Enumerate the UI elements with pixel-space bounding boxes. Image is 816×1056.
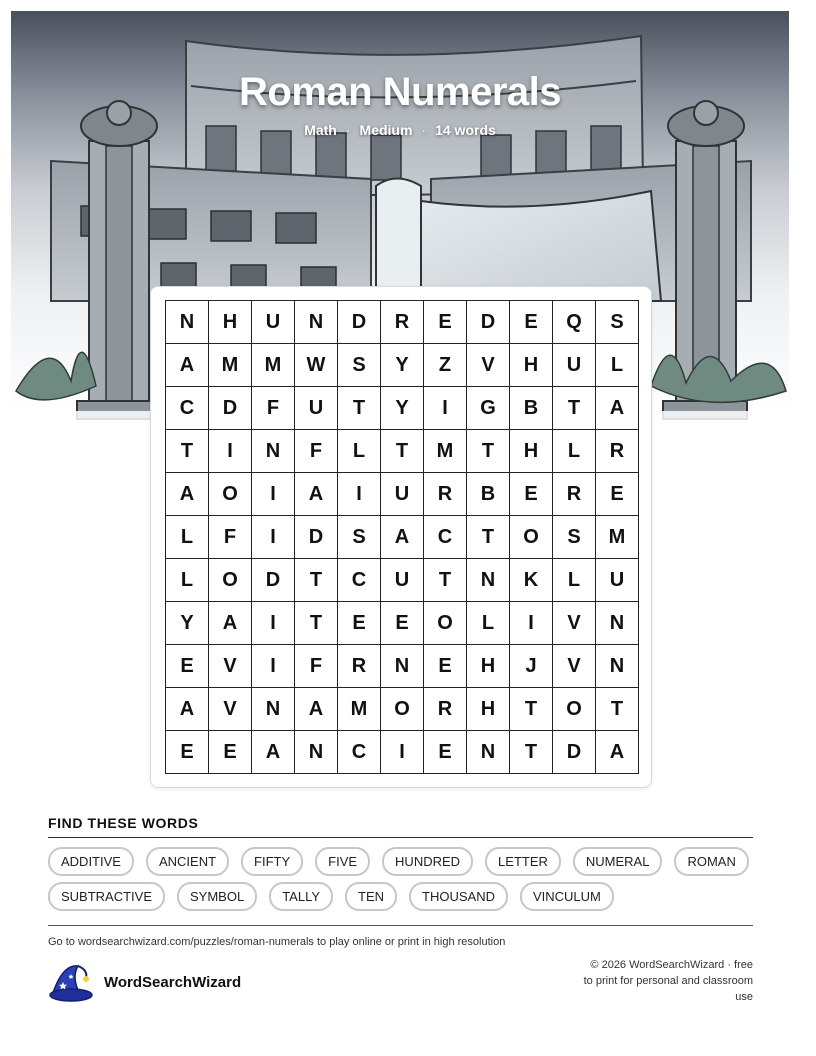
grid-cell[interactable]: C bbox=[338, 559, 381, 602]
grid-cell[interactable]: H bbox=[467, 688, 510, 731]
grid-cell[interactable]: A bbox=[209, 602, 252, 645]
grid-cell[interactable]: I bbox=[424, 387, 467, 430]
grid-cell[interactable]: I bbox=[252, 516, 295, 559]
word-count-label: 14 words bbox=[435, 122, 496, 138]
brand bbox=[48, 962, 241, 1002]
grid-cell[interactable]: I bbox=[381, 731, 424, 774]
word-list-row bbox=[48, 882, 768, 911]
grid-cell[interactable]: V bbox=[553, 645, 596, 688]
grid-cell[interactable]: S bbox=[338, 344, 381, 387]
grid-cell[interactable]: R bbox=[338, 645, 381, 688]
grid-cell[interactable]: N bbox=[166, 301, 209, 344]
grid-cell[interactable]: A bbox=[381, 516, 424, 559]
grid-cell[interactable]: T bbox=[295, 602, 338, 645]
word-chip[interactable]: FIVE bbox=[315, 847, 370, 876]
grid-cell[interactable]: M bbox=[424, 430, 467, 473]
grid-cell[interactable]: N bbox=[596, 645, 639, 688]
grid-cell[interactable]: C bbox=[166, 387, 209, 430]
grid-cell[interactable]: E bbox=[510, 473, 553, 516]
word-chip[interactable]: THOUSAND bbox=[409, 882, 508, 911]
grid-cell[interactable]: Y bbox=[166, 602, 209, 645]
grid-cell[interactable]: N bbox=[295, 731, 338, 774]
grid-cell[interactable]: D bbox=[467, 301, 510, 344]
grid-cell[interactable]: L bbox=[467, 602, 510, 645]
grid-cell[interactable]: B bbox=[510, 387, 553, 430]
grid-cell[interactable]: J bbox=[510, 645, 553, 688]
word-chip[interactable]: LETTER bbox=[485, 847, 561, 876]
grid-cell[interactable]: Y bbox=[381, 387, 424, 430]
meta-separator: · bbox=[421, 122, 427, 138]
word-chip[interactable]: ANCIENT bbox=[146, 847, 229, 876]
grid-cell[interactable]: W bbox=[295, 344, 338, 387]
grid-cell[interactable]: N bbox=[252, 430, 295, 473]
grid-cell[interactable]: N bbox=[467, 731, 510, 774]
grid-cell[interactable]: E bbox=[424, 731, 467, 774]
grid-cell[interactable]: E bbox=[424, 301, 467, 344]
grid-cell[interactable]: C bbox=[338, 731, 381, 774]
grid-cell[interactable]: N bbox=[596, 602, 639, 645]
grid-cell[interactable]: B bbox=[467, 473, 510, 516]
copyright-text: © 2026 WordSearchWizard · free to print for personal and classroom use bbox=[583, 959, 753, 1003]
letter-grid bbox=[165, 300, 639, 774]
puzzle-meta bbox=[0, 122, 800, 138]
grid-cell[interactable]: N bbox=[381, 645, 424, 688]
grid-cell[interactable]: T bbox=[510, 731, 553, 774]
puzzle-title: Roman Numerals bbox=[239, 70, 561, 114]
grid-cell[interactable]: O bbox=[424, 602, 467, 645]
grid-cell[interactable]: E bbox=[424, 645, 467, 688]
grid-cell[interactable]: R bbox=[424, 473, 467, 516]
grid-cell[interactable]: T bbox=[295, 559, 338, 602]
grid-cell[interactable]: T bbox=[166, 430, 209, 473]
meta-separator: · bbox=[345, 122, 351, 138]
grid-cell[interactable]: R bbox=[553, 473, 596, 516]
divider bbox=[48, 837, 753, 838]
grid-cell[interactable]: N bbox=[252, 688, 295, 731]
grid-cell[interactable]: T bbox=[510, 688, 553, 731]
footer-url-text: Go to wordsearchwizard.com/puzzles/roman-numerals to play online or print in high resolution bbox=[48, 936, 506, 948]
word-list-heading: FIND THESE WORDS bbox=[48, 815, 199, 831]
grid-cell[interactable]: A bbox=[166, 688, 209, 731]
word-list bbox=[48, 847, 768, 917]
grid-cell[interactable]: G bbox=[467, 387, 510, 430]
grid-cell[interactable]: U bbox=[596, 559, 639, 602]
grid-cell[interactable]: I bbox=[252, 602, 295, 645]
grid-cell[interactable]: T bbox=[467, 516, 510, 559]
grid-cell[interactable]: O bbox=[209, 473, 252, 516]
grid-cell[interactable]: F bbox=[252, 387, 295, 430]
word-chip[interactable]: ADDITIVE bbox=[48, 847, 134, 876]
grid-cell[interactable]: A bbox=[166, 344, 209, 387]
grid-cell[interactable]: V bbox=[553, 602, 596, 645]
grid-cell[interactable]: E bbox=[338, 602, 381, 645]
word-chip[interactable]: ROMAN bbox=[674, 847, 748, 876]
word-chip[interactable]: SYMBOL bbox=[177, 882, 257, 911]
grid-cell[interactable]: L bbox=[553, 430, 596, 473]
word-chip[interactable]: HUNDRED bbox=[382, 847, 473, 876]
grid-cell[interactable]: E bbox=[166, 731, 209, 774]
grid-cell[interactable]: U bbox=[381, 559, 424, 602]
grid-cell[interactable]: K bbox=[510, 559, 553, 602]
grid-cell[interactable]: R bbox=[596, 430, 639, 473]
grid-cell[interactable]: U bbox=[252, 301, 295, 344]
wizard-hat-icon bbox=[48, 962, 94, 1002]
grid-cell[interactable]: E bbox=[596, 473, 639, 516]
grid-cell[interactable]: A bbox=[596, 731, 639, 774]
grid-cell[interactable]: A bbox=[596, 387, 639, 430]
grid-cell[interactable]: V bbox=[209, 688, 252, 731]
grid-cell[interactable]: V bbox=[467, 344, 510, 387]
grid-cell[interactable]: A bbox=[252, 731, 295, 774]
grid-cell[interactable]: N bbox=[467, 559, 510, 602]
word-chip[interactable]: TEN bbox=[345, 882, 397, 911]
grid-cell[interactable]: H bbox=[510, 430, 553, 473]
grid-cell[interactable]: U bbox=[553, 344, 596, 387]
word-chip[interactable]: TALLY bbox=[269, 882, 333, 911]
grid-cell[interactable]: M bbox=[252, 344, 295, 387]
grid-cell[interactable]: N bbox=[295, 301, 338, 344]
grid-cell[interactable]: O bbox=[381, 688, 424, 731]
brand-name: WordSearchWizard bbox=[104, 973, 242, 991]
grid-cell[interactable]: D bbox=[553, 731, 596, 774]
grid-cell[interactable]: T bbox=[467, 430, 510, 473]
grid-cell[interactable]: L bbox=[553, 559, 596, 602]
grid-cell[interactable]: T bbox=[424, 559, 467, 602]
grid-cell[interactable]: C bbox=[424, 516, 467, 559]
grid-cell[interactable]: U bbox=[295, 387, 338, 430]
grid-cell[interactable]: Q bbox=[553, 301, 596, 344]
grid-cell[interactable]: E bbox=[381, 602, 424, 645]
grid-cell[interactable]: T bbox=[338, 387, 381, 430]
grid-cell[interactable]: S bbox=[596, 301, 639, 344]
grid-cell[interactable]: O bbox=[553, 688, 596, 731]
grid-cell[interactable]: E bbox=[510, 301, 553, 344]
grid-cell[interactable]: I bbox=[252, 645, 295, 688]
grid-cell[interactable]: I bbox=[510, 602, 553, 645]
grid-cell[interactable]: M bbox=[338, 688, 381, 731]
category-label: Math bbox=[304, 122, 337, 138]
grid-cell[interactable]: R bbox=[381, 301, 424, 344]
grid-cell[interactable]: I bbox=[338, 473, 381, 516]
grid-cell[interactable]: S bbox=[338, 516, 381, 559]
grid-cell[interactable]: M bbox=[596, 516, 639, 559]
word-list-row bbox=[48, 847, 768, 876]
grid-cell[interactable]: H bbox=[510, 344, 553, 387]
grid-cell[interactable]: A bbox=[166, 473, 209, 516]
grid-cell[interactable]: T bbox=[381, 430, 424, 473]
grid-cell[interactable]: D bbox=[209, 387, 252, 430]
divider bbox=[48, 925, 753, 926]
grid-cell[interactable]: F bbox=[295, 645, 338, 688]
grid-cell[interactable]: Z bbox=[424, 344, 467, 387]
grid-cell[interactable]: T bbox=[553, 387, 596, 430]
grid-cell[interactable]: T bbox=[596, 688, 639, 731]
grid-cell[interactable]: I bbox=[252, 473, 295, 516]
grid-cell[interactable]: E bbox=[166, 645, 209, 688]
grid-cell[interactable]: S bbox=[553, 516, 596, 559]
grid-cell[interactable]: H bbox=[467, 645, 510, 688]
grid-cell[interactable]: L bbox=[166, 559, 209, 602]
word-chip[interactable]: VINCULUM bbox=[520, 882, 614, 911]
word-chip[interactable]: SUBTRACTIVE bbox=[48, 882, 165, 911]
grid-cell[interactable]: L bbox=[338, 430, 381, 473]
puzzle-grid-card bbox=[150, 286, 652, 788]
grid-cell[interactable]: E bbox=[209, 731, 252, 774]
grid-cell[interactable]: U bbox=[381, 473, 424, 516]
grid-cell[interactable]: V bbox=[209, 645, 252, 688]
grid-cell[interactable]: R bbox=[424, 688, 467, 731]
grid-cell[interactable]: D bbox=[252, 559, 295, 602]
grid-cell[interactable]: Y bbox=[381, 344, 424, 387]
grid-cell[interactable]: H bbox=[209, 301, 252, 344]
grid-cell[interactable]: L bbox=[596, 344, 639, 387]
word-chip[interactable]: NUMERAL bbox=[573, 847, 663, 876]
grid-cell[interactable]: A bbox=[295, 688, 338, 731]
grid-cell[interactable]: D bbox=[338, 301, 381, 344]
grid-cell[interactable]: O bbox=[510, 516, 553, 559]
grid-cell[interactable]: I bbox=[209, 430, 252, 473]
grid-cell[interactable]: F bbox=[209, 516, 252, 559]
difficulty-label: Medium bbox=[359, 122, 413, 138]
grid-cell[interactable]: O bbox=[209, 559, 252, 602]
grid-cell[interactable]: D bbox=[295, 516, 338, 559]
grid-cell[interactable]: M bbox=[209, 344, 252, 387]
grid-cell[interactable]: L bbox=[166, 516, 209, 559]
word-chip[interactable]: FIFTY bbox=[241, 847, 303, 876]
grid-cell[interactable]: A bbox=[295, 473, 338, 516]
grid-cell[interactable]: F bbox=[295, 430, 338, 473]
